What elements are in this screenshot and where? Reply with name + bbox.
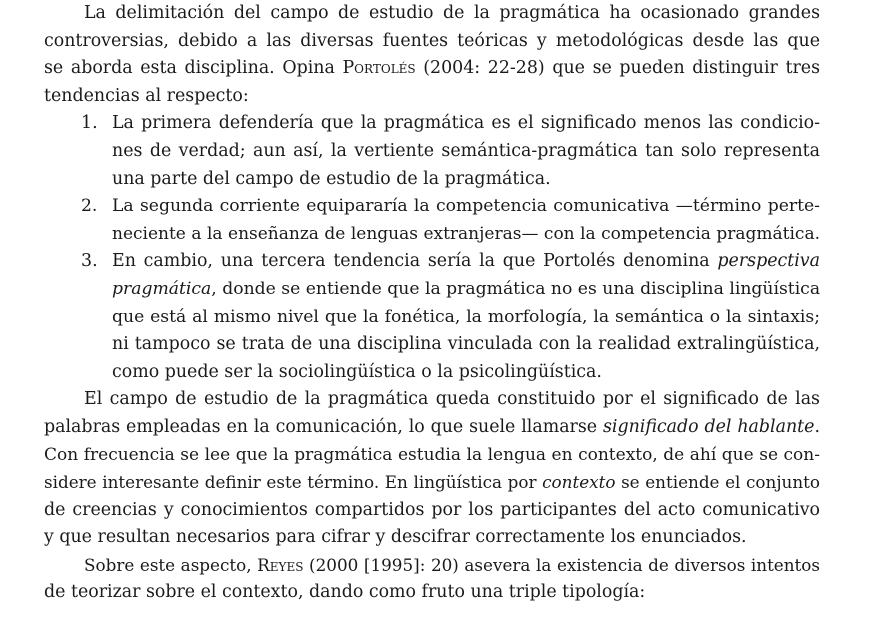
text-line: como puede ser la sociolingüística o la psicolingüística. xyxy=(112,361,602,382)
list-number: 1. xyxy=(81,113,98,134)
text-line xyxy=(44,469,820,497)
paragraph-2 xyxy=(44,386,820,552)
text-span: sidere interesante definir este término. En lingüística por xyxy=(44,472,543,493)
numbered-list xyxy=(44,110,820,386)
text-span: palabras empleadas en la comunicación, lo que suele llamarse xyxy=(44,416,603,437)
italic-term: significado del hablante xyxy=(602,416,815,437)
text-line: La delimitación del campo de estudio de la pragmática ha ocasionado grandes xyxy=(84,3,820,23)
text-line: Con frecuencia se lee que la pragmática estudia la lengua en contexto, de ahí que se con- xyxy=(44,444,820,465)
text-span: La primera defendería que la pragmática es el significado menos las condicio- xyxy=(112,113,820,134)
text-span: se entiende el conjunto xyxy=(615,472,820,493)
text-span: En cambio, una tercera tendencia sería la que Portolés denomina xyxy=(112,251,718,272)
text-line: tendencias al respecto: xyxy=(44,85,249,106)
text-line xyxy=(44,193,820,221)
italic-term: pragmática xyxy=(112,278,212,299)
list-item-2 xyxy=(44,193,820,248)
list-number: 3. xyxy=(81,251,98,272)
text-line: y que resultan necesarios para cifrar y descifrar correctamente los enunciados. xyxy=(44,527,747,548)
author-citation: Portolés xyxy=(342,58,416,79)
list-item-1 xyxy=(44,110,820,193)
text-line xyxy=(44,276,820,304)
text-line: ni tampoco se trata de una disciplina vinculada con la realidad extralingüística, xyxy=(112,334,820,355)
text-line: de creencias y conocimientos compartidos por los participantes del acto comunicativo xyxy=(44,499,820,520)
text-line: que está al mismo nivel que la fonética, la morfología, la semántica o la sintaxis; xyxy=(112,306,820,327)
author-citation: Reyes xyxy=(257,554,304,575)
text-span: se aborda esta disciplina. Opina xyxy=(44,58,343,79)
text-span: La segunda corriente equipararía la competencia comunicativa —término perte- xyxy=(112,196,820,217)
italic-term: contexto xyxy=(542,472,616,493)
text-line: de teorizar sobre el contexto, dando como fruto una triple tipología: xyxy=(44,582,646,603)
text-span: (2004: 22-28) que se pueden distinguir tres xyxy=(415,58,820,79)
paragraph-1 xyxy=(44,0,820,110)
list-number: 2. xyxy=(81,196,98,217)
text-line xyxy=(44,110,820,138)
text-span: Sobre este aspecto, xyxy=(84,554,258,575)
italic-term: perspectiva xyxy=(717,251,820,272)
text-line xyxy=(44,414,820,442)
text-line: una parte del campo de estudio de la pragmática. xyxy=(112,168,551,189)
text-line xyxy=(44,55,820,83)
text-line xyxy=(44,552,820,580)
text-line: El campo de estudio de la pragmática queda constituido por el significado de las xyxy=(84,389,820,410)
text-line: nes de verdad; aun así, la vertiente semántica-pragmática tan solo representa xyxy=(112,140,820,161)
text-line xyxy=(44,248,820,276)
text-span: , donde se entiende que la pragmática no es una disciplina lingüística xyxy=(211,278,821,299)
text-span: (2000 [1995]: 20) asevera la existencia de diversos intentos xyxy=(303,554,821,575)
list-item-3 xyxy=(44,248,820,386)
text-line: neciente a la enseñanza de lenguas extranjeras— con la competencia pragmática. xyxy=(112,223,820,244)
paragraph-3 xyxy=(44,552,820,607)
document-page xyxy=(44,0,820,607)
text-line: controversias, debido a las diversas fuentes teóricas y metodológicas desde las que xyxy=(44,30,820,51)
text-span: . xyxy=(814,416,820,437)
